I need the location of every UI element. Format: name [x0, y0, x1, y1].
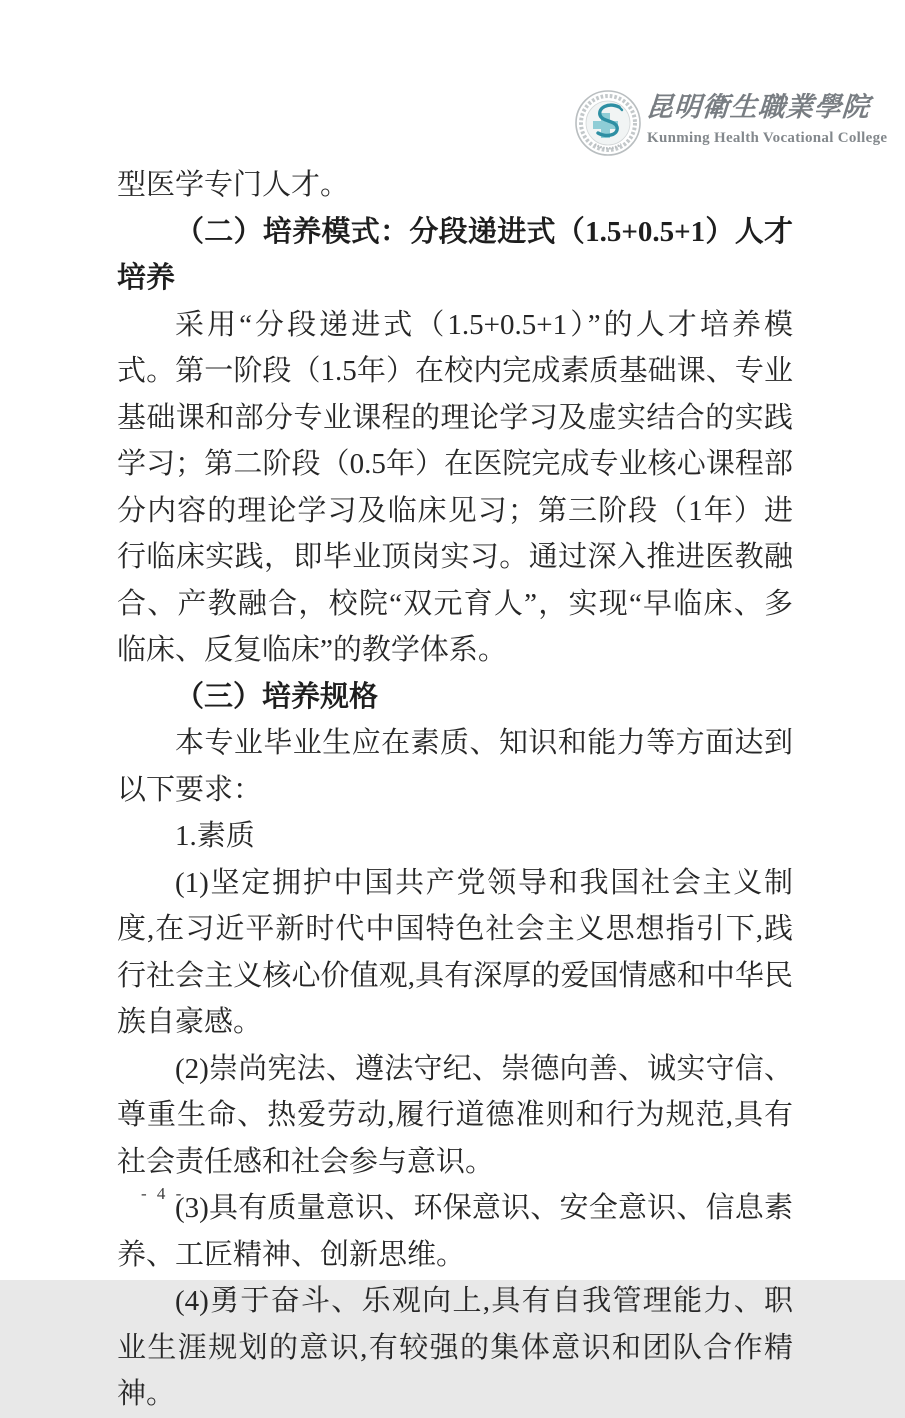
paragraph-continuation: 型医学专门人才。	[117, 169, 350, 201]
college-name-zh: 昆明衛生職業學院	[644, 92, 872, 122]
paragraph: (1)坚定拥护中国共产党领导和我国社会主义制度,在习近平新时代中国特色社会主义思想指引下,践行社会主义核心价值观,具有深厚的爱国情感和中华民族自豪感。	[117, 866, 793, 1038]
paragraph: 采用“分段递进式（1.5+0.5+1）”的人才培养模式。第一阶段（1.5年）在校内完成素质基础课、专业基础课和部分专业课程的理论学习及虚实结合的实践学习；第二阶段（0.5年）在医院完成专业核心课程部分内容的理论学习及临床见习；第三阶段（1年）进行临床实践，即毕业顶岗实习。通过深入推进医教融合、产教融合，校院“双元育人”，实现“早临床、多临床、反复临床”的教学体系。	[117, 308, 793, 666]
list-item-title: 1.素质	[175, 820, 255, 852]
section-heading-3: （三）培养规格	[175, 680, 379, 713]
document-body	[117, 162, 793, 1418]
paragraph: 本专业毕业生应在素质、知识和能力等方面达到以下要求：	[117, 727, 793, 806]
college-name-en: Kunming Health Vocational College	[647, 130, 888, 146]
paragraph: (3)具有质量意识、环保意识、安全意识、信息素养、工匠精神、创新思维。	[117, 1192, 793, 1271]
paragraph: (4)勇于奋斗、乐观向上,具有自我管理能力、职业生涯规划的意识,有较强的集体意识和团队合作精神。	[117, 1285, 793, 1410]
section-heading-2: （二）培养模式：分段递进式（1.5+0.5+1）人才培养	[117, 215, 793, 294]
college-logo	[574, 86, 888, 164]
college-seal-icon	[574, 88, 642, 158]
paragraph: (2)崇尚宪法、遵法守纪、崇德向善、诚实守信、尊重生命、热爱劳动,履行道德准则和行为规范,具有社会责任感和社会参与意识。	[117, 1052, 793, 1178]
page-number: - 4 -	[141, 1184, 185, 1203]
